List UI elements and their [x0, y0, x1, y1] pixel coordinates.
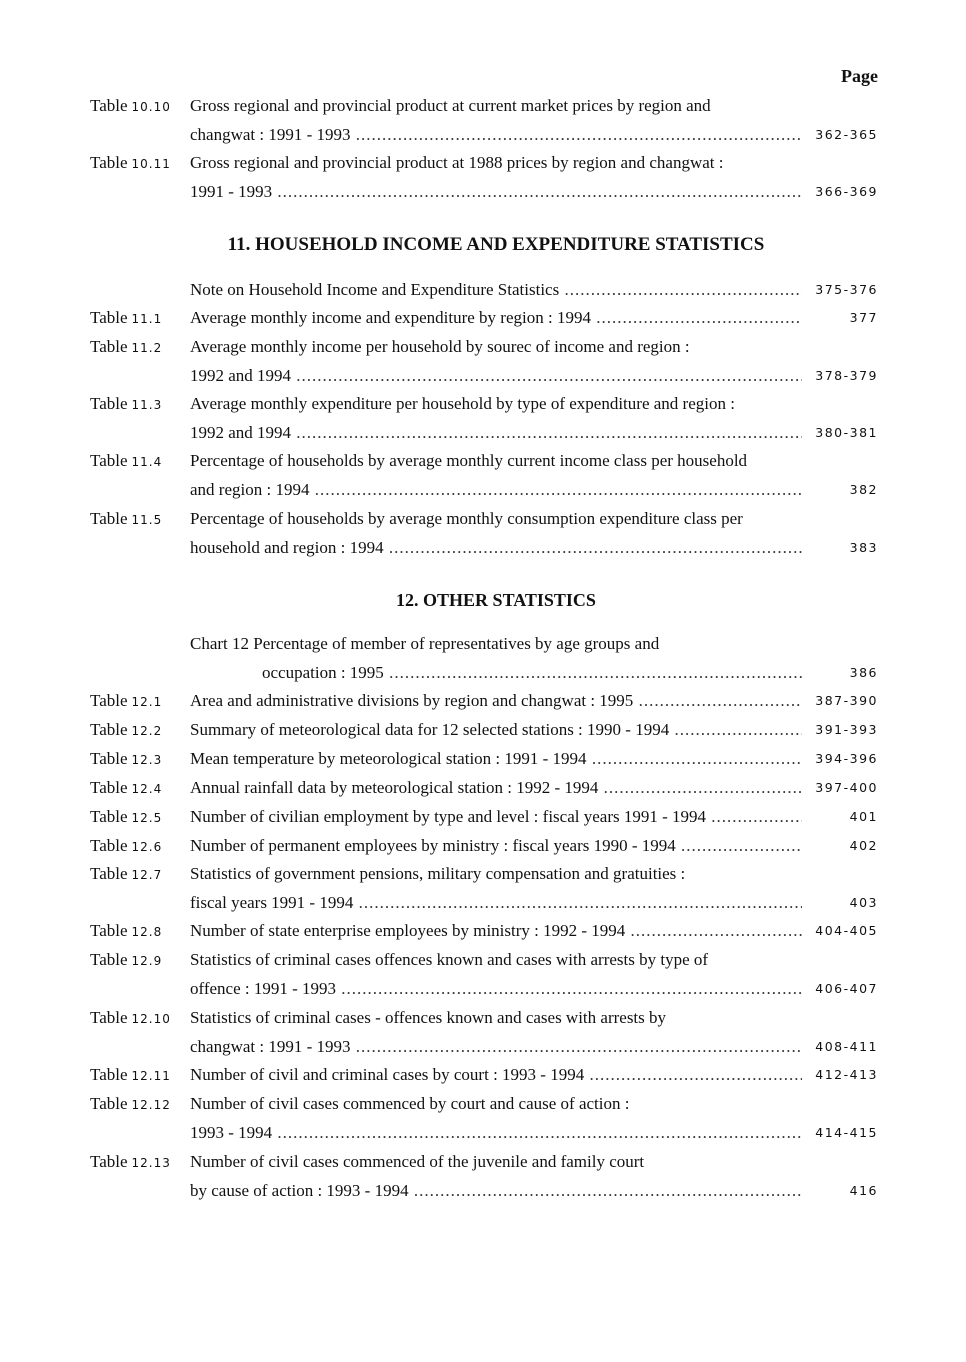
table-label: Table 12.10 [90, 1008, 171, 1027]
page-number: 380-381 [815, 424, 878, 440]
toc-entry-line [0, 534, 966, 562]
toc-entry-line [0, 1033, 966, 1061]
toc-entry-line [0, 304, 966, 332]
table-label: Table 12.11 [90, 1065, 171, 1084]
toc-entry-line [0, 803, 966, 831]
entry-title: 1992 and 1994 ..... [190, 419, 802, 447]
section-heading: 12. OTHER STATISTICS [396, 590, 596, 610]
page-number: 416 [849, 1182, 878, 1198]
toc-entry-line [0, 687, 966, 715]
toc-entry-line [0, 390, 966, 418]
toc-entry-line [0, 917, 966, 945]
toc-entry-line [0, 505, 966, 533]
table-number: 12.13 [131, 1156, 171, 1170]
table-label: Table 12.5 [90, 807, 163, 826]
page-number: 412-413 [815, 1067, 878, 1082]
toc-entry-line [0, 276, 966, 304]
entry-title: Average monthly income and expenditure by region : 1994 ..... [190, 304, 802, 332]
toc-entry-line [0, 1061, 966, 1089]
table-number: 12.10 [131, 1012, 171, 1026]
entry-title: Number of civil cases commenced by court and cause of action : [190, 1094, 630, 1113]
page-number: 378-379 [815, 367, 878, 383]
entry-title: Chart 12 Percentage of member of representatives by age groups and [190, 634, 660, 653]
table-label: Table 11.2 [90, 337, 163, 356]
table-label: Table 12.7 [90, 864, 163, 883]
entry-title: Number of civilian employment by type and level : fiscal years 1991 - 1994 ..... [190, 803, 802, 831]
toc-entry-line [0, 1148, 966, 1176]
table-label: Table 10.10 [90, 96, 171, 115]
table-number: 12.11 [131, 1069, 171, 1083]
toc-entry-line [0, 946, 966, 974]
table-label: Table 12.1 [90, 691, 163, 710]
page-number: 403 [849, 894, 878, 910]
page-number: 383 [849, 539, 878, 555]
table-label: Table 12.8 [90, 921, 163, 940]
toc-entry-line [0, 1119, 966, 1147]
toc-entry-line [0, 774, 966, 802]
toc-entry-line [0, 1004, 966, 1032]
section-heading: 11. HOUSEHOLD INCOME AND EXPENDITURE STATISTICS [227, 234, 765, 255]
table-label: Table 12.13 [90, 1152, 171, 1171]
table-number: 10.10 [131, 100, 171, 114]
toc-entry-line [0, 1090, 966, 1118]
table-label: Table 12.2 [90, 720, 163, 739]
entry-title: Statistics of criminal cases offences known and cases with arrests by type of [190, 950, 709, 969]
entry-title: Gross regional and provincial product at 1988 prices by region and changwat : [190, 153, 724, 172]
page-number: 377 [849, 310, 878, 325]
page-number: 404-405 [815, 923, 878, 938]
page-number: 375-376 [815, 282, 878, 297]
table-label: Table 12.9 [90, 950, 163, 969]
table-label: Table 12.12 [90, 1094, 171, 1113]
entry-title: 1991 - 1993 ..... [190, 178, 802, 206]
entry-title: changwat : 1991 - 1993 ..... [190, 121, 802, 149]
entry-title: Number of civil and criminal cases by court : 1993 - 1994 ..... [190, 1061, 802, 1089]
entry-title: Percentage of households by average monthly current income class per household [190, 451, 748, 470]
entry-title: Statistics of criminal cases - offences known and cases with arrests by [190, 1008, 667, 1027]
table-label: Table 11.4 [90, 451, 163, 470]
entry-title: Summary of meteorological data for 12 selected stations : 1990 - 1994 ..... [190, 716, 802, 744]
table-number: 12.1 [131, 695, 163, 709]
page-number: 402 [849, 838, 878, 853]
entry-title: Percentage of households by average monthly consumption expenditure class per [190, 509, 743, 528]
toc-entry-line [0, 889, 966, 917]
table-number: 12.7 [131, 868, 163, 882]
page-number: 414-415 [815, 1124, 878, 1140]
table-number: 12.3 [131, 753, 163, 767]
table-label: Table 12.4 [90, 778, 163, 797]
table-number: 12.4 [131, 782, 163, 796]
table-number: 11.1 [131, 312, 163, 326]
entry-title: offence : 1991 - 1993 ..... [190, 975, 802, 1003]
toc-entry-line [0, 121, 966, 149]
entry-title: Average monthly income per household by sourec of income and region : [190, 337, 690, 356]
table-number: 12.6 [131, 840, 163, 854]
table-number: 12.5 [131, 811, 163, 825]
table-number: 11.4 [131, 455, 163, 469]
entry-title: Average monthly expenditure per household by type of expenditure and region : [190, 394, 735, 413]
table-number: 12.2 [131, 724, 163, 738]
entry-title: Number of permanent employees by ministry : fiscal years 1990 - 1994 ..... [190, 832, 802, 860]
page-number: 386 [849, 664, 878, 680]
page-number: 401 [849, 809, 878, 824]
table-number: 12.8 [131, 925, 163, 939]
page-number: 397-400 [815, 780, 878, 795]
entry-title: household and region : 1994 ..... [190, 534, 802, 562]
toc-entry-line [0, 447, 966, 475]
page-number: 382 [849, 481, 878, 497]
toc-entry-line [0, 659, 966, 687]
toc-entry-line [0, 975, 966, 1003]
toc-entry-line [0, 716, 966, 744]
entry-title: 1993 - 1994 ..... [190, 1119, 802, 1147]
entry-title: Number of civil cases commenced of the juvenile and family court [190, 1152, 645, 1171]
entry-title: Statistics of government pensions, military compensation and gratuities : [190, 864, 686, 883]
table-label: Table 11.1 [90, 308, 163, 327]
entry-title: Annual rainfall data by meteorological station : 1992 - 1994 ..... [190, 774, 802, 802]
toc-entry-line [0, 476, 966, 504]
page-number: 362-365 [815, 126, 878, 142]
toc-entry-line [0, 149, 966, 177]
table-label: Table 12.3 [90, 749, 163, 768]
table-number: 12.12 [131, 1098, 171, 1112]
toc-entry-line [0, 419, 966, 447]
toc-entry-line [0, 745, 966, 773]
table-label: Table 10.11 [90, 153, 171, 172]
table-number: 11.5 [131, 513, 163, 527]
toc-entry-line [0, 362, 966, 390]
entry-title: Note on Household Income and Expenditure Statistics ..... [190, 276, 802, 304]
page-number: 406-407 [815, 980, 878, 996]
toc-entry-line [0, 630, 966, 658]
toc-entry-line [0, 92, 966, 120]
entry-title: fiscal years 1991 - 1994 ..... [190, 889, 802, 917]
page-number: 387-390 [815, 693, 878, 708]
table-number: 11.3 [131, 398, 163, 412]
entry-title: by cause of action : 1993 - 1994 ..... [190, 1177, 802, 1205]
entry-title: Number of state enterprise employees by ministry : 1992 - 1994 ..... [190, 917, 802, 945]
page-number: 366-369 [815, 183, 878, 199]
toc-entry-line [0, 832, 966, 860]
page-number: 394-396 [815, 751, 878, 766]
entry-title: 1992 and 1994 ..... [190, 362, 802, 390]
toc-entry-line [0, 333, 966, 361]
table-label: Table 12.6 [90, 836, 163, 855]
entry-title: Area and administrative divisions by region and changwat : 1995 ..... [190, 687, 802, 715]
page-column-heading: Page [841, 66, 878, 86]
entry-title: changwat : 1991 - 1993 ..... [190, 1033, 802, 1061]
entry-title: Mean temperature by meteorological station : 1991 - 1994 ..... [190, 745, 802, 773]
table-number: 12.9 [131, 954, 163, 968]
entry-title: and region : 1994 ..... [190, 476, 802, 504]
table-label: Table 11.3 [90, 394, 163, 413]
table-label: Table 11.5 [90, 509, 163, 528]
table-number: 10.11 [131, 157, 171, 171]
toc-entry-line [0, 860, 966, 888]
entry-title: Gross regional and provincial product at current market prices by region and [190, 96, 711, 115]
toc-entry-line [0, 1177, 966, 1205]
page-number: 408-411 [815, 1038, 878, 1054]
page-number: 391-393 [815, 722, 878, 737]
entry-title: occupation : 1995 ..... [262, 659, 802, 687]
toc-entry-line [0, 178, 966, 206]
table-number: 11.2 [131, 341, 163, 355]
